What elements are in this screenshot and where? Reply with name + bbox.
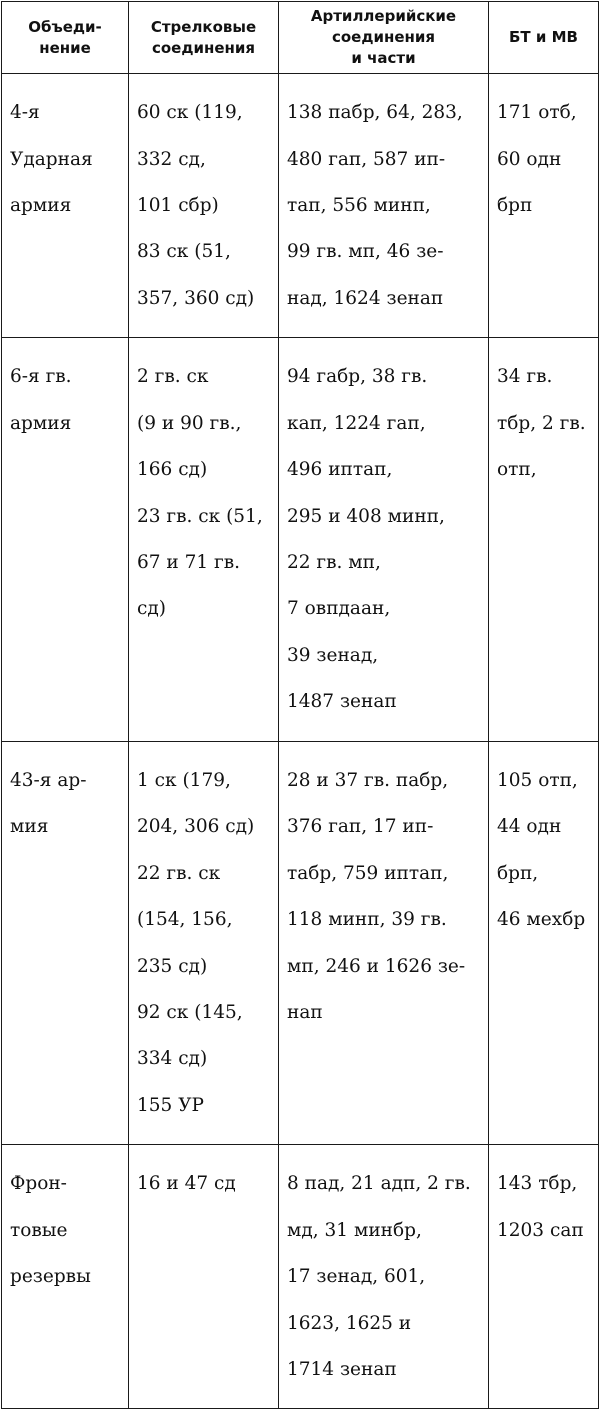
cell-rifle: 16 и 47 сд [129,1145,279,1409]
header-armor-mech: БТ и МВ [489,2,599,74]
header-row [2,2,599,74]
table-row [2,74,599,338]
table-row [2,1145,599,1409]
cell-army: 4-я Ударная армия [2,74,129,338]
header-rifle-units: Стрелковые соединения [129,2,279,74]
cell-armor: 171 отб, 60 одн брп [489,74,599,338]
header-artillery-units: Артиллерийские соединения и части [279,2,489,74]
cell-rifle: 60 ск (119, 332 сд, 101 сбр) 83 ск (51, 357, 360 сд) [129,74,279,338]
table-row [2,741,599,1144]
cell-rifle: 2 гв. ск (9 и 90 гв., 166 сд) 23 гв. ск (51, 67 и 71 гв. сд) [129,338,279,741]
cell-army: 43-я ар- мия [2,741,129,1144]
cell-armor: 34 гв. тбр, 2 гв. отп, [489,338,599,741]
table-row [2,338,599,741]
cell-armor: 105 отп, 44 одн брп, 46 мехбр [489,741,599,1144]
cell-artillery: 94 габр, 38 гв. кап, 1224 гап, 496 иптап, 295 и 408 минп, 22 гв. мп, 7 овпдаан, 39 зенад, 1487 зенап [279,338,489,741]
cell-artillery: 28 и 37 гв. пабр, 376 гап, 17 ип- табр, 759 иптап, 118 минп, 39 гв. мп, 246 и 1626 зе- нап [279,741,489,1144]
header-formation: Объеди- нение [2,2,129,74]
forces-table [1,1,599,1409]
cell-army: Фрон- товые резервы [2,1145,129,1409]
cell-armor: 143 тбр, 1203 сап [489,1145,599,1409]
cell-army: 6-я гв. армия [2,338,129,741]
cell-artillery: 8 пад, 21 адп, 2 гв. мд, 31 минбр, 17 зенад, 601, 1623, 1625 и 1714 зенап [279,1145,489,1409]
cell-artillery: 138 пабр, 64, 283, 480 гап, 587 ип- тап, 556 минп, 99 гв. мп, 46 зе- над, 1624 зенап [279,74,489,338]
cell-rifle: 1 ск (179, 204, 306 сд) 22 гв. ск (154, 156, 235 сд) 92 ск (145, 334 сд) 155 УР [129,741,279,1144]
